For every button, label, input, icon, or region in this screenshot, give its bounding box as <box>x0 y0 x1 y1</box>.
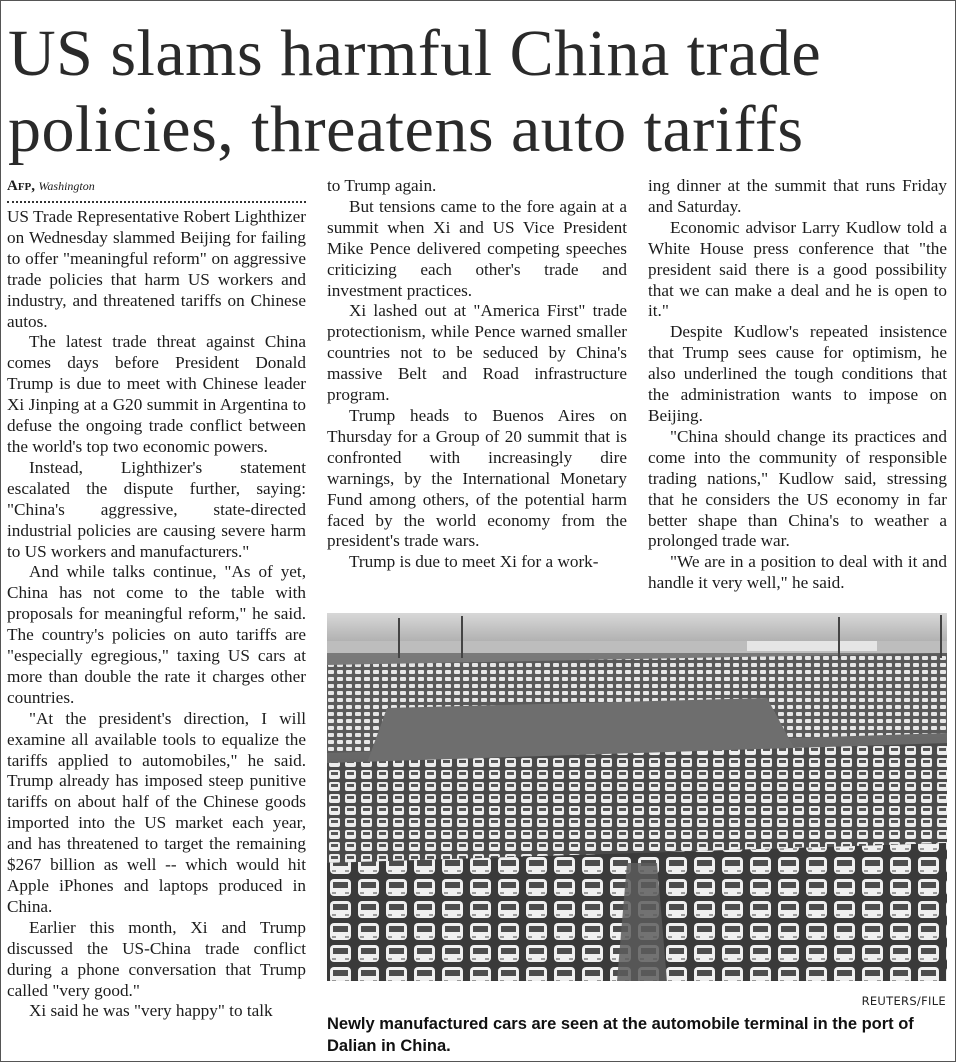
paragraph: ing dinner at the summit that runs Friday and Saturday. <box>648 176 947 216</box>
photo-caption: Newly manufactured cars are seen at the automobile terminal in the port of Dalian in China. <box>327 1015 914 1055</box>
paragraph: US Trade Representative Robert Lighthizer on Wednesday slammed Beijing for failing to offer "meaningful reform" on aggressive trade policies that harm US workers and industry, and threatened tariffs on Chinese autos. <box>7 207 306 331</box>
car-terminal-photo <box>327 613 947 981</box>
paragraph: Earlier this month, Xi and Trump discussed the US-China trade conflict during a phone conversation that Trump called "very good." <box>7 917 306 1000</box>
paragraph: And while talks continue, "As of yet, China has not come to the table with proposals for meaningful reform," he said. The country's policies on auto tariffs are "especially egregious," taxing US cars at more than double the rate it charges other countries. <box>7 562 306 707</box>
article-column-1 <box>7 176 306 1022</box>
paragraph: "We are in a position to deal with it and handle it very well," he said. <box>648 552 947 593</box>
byline-agency: Afp, <box>7 178 36 194</box>
paragraph: Instead, Lighthizer's statement escalated the dispute further, saying: "China's aggressive, state-directed industrial policies are causing severe harm to US workers and manufacturers." <box>7 457 306 561</box>
paragraph: Trump heads to Buenos Aires on Thursday for a Group of 20 summit that is confronted with increasingly dire warnings, by the International Monetary Fund among others, of the potential harm faced by the world economy from the president's trade wars. <box>327 405 627 551</box>
article-column-2 <box>327 176 627 573</box>
headline-line-2: policies, threatens auto tariffs <box>8 93 804 166</box>
paragraph: But tensions came to the fore again at a summit when Xi and US Vice President Mike Pence delivered competing speeches criticizing each other's trade and investment practices. <box>327 196 627 300</box>
byline <box>7 176 306 197</box>
headline <box>8 16 952 168</box>
paragraph: Economic advisor Larry Kudlow told a White House press conference that "the president said there is a good possibility that we can make a deal and he is open to it." <box>648 217 947 321</box>
news-photo <box>327 613 947 981</box>
paragraph: "China should change its practices and come into the community of responsible trading nations," Kudlow said, stressing that he considers the US economy in far better shape than China's to weather a prolonged trade war. <box>648 426 947 551</box>
paragraph: to Trump again. <box>327 176 437 195</box>
headline-line-1: US slams harmful China trade <box>8 17 822 90</box>
paragraph: Trump is due to meet Xi for a work- <box>349 552 599 572</box>
byline-divider <box>7 201 306 203</box>
paragraph: Xi said he was "very happy" to talk <box>29 1001 273 1021</box>
paragraph: "At the president's direction, I will examine all available tools to equalize the tariffs applied to automobiles," he said. Trump already has imposed steep punitive tariffs on about half of the Chinese goods imported into the US market each year, and has threatened to target the remaining $267 billion as well -- which would hit Apple iPhones and laptops produced in China. <box>7 708 306 916</box>
paragraph: Xi lashed out at "America First" trade protectionism, while Pence warned smaller countries not to be seduced by China's massive Belt and Road infrastructure program. <box>327 301 627 405</box>
paragraph: The latest trade threat against China comes days before President Donald Trump is due to meet with Chinese leader Xi Jinping at a G20 summit in Argentina to defuse the ongoing trade conflict between the world's top two economic powers. <box>7 332 306 456</box>
article-column-3 <box>648 176 947 594</box>
paragraph: Despite Kudlow's repeated insistence that Trump sees cause for optimism, he also underlined the tough conditions that the administration wants to impose on Beijing. <box>648 322 947 425</box>
photo-credit: REUTERS/FILE <box>861 994 946 1008</box>
byline-place: Washington <box>38 179 95 193</box>
